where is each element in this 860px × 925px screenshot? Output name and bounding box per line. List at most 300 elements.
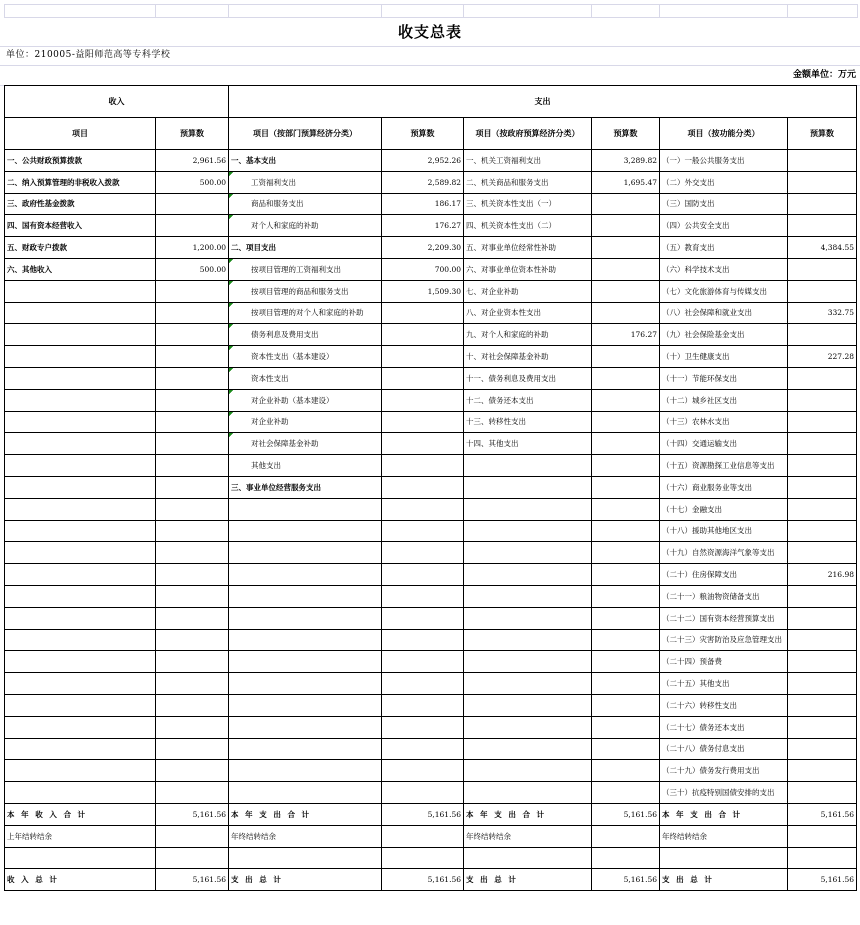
item-cell: 对企业补助（基本建设） [229, 389, 382, 411]
amount-cell: 5,161.56 [788, 869, 857, 891]
item-cell: （十二）城乡社区支出 [660, 389, 788, 411]
item-cell: 六、对事业单位资本性补助 [464, 258, 592, 280]
amount-cell [156, 411, 229, 433]
amount-cell [788, 411, 857, 433]
amount-cell [592, 651, 660, 673]
item-cell: （二十八）债务付息支出 [660, 738, 788, 760]
item-cell [464, 564, 592, 586]
item-cell [5, 542, 156, 564]
amount-cell [592, 476, 660, 498]
amount-cell [788, 215, 857, 237]
item-cell: 收 入 总 计 [5, 869, 156, 891]
table-row [5, 651, 857, 673]
item-cell [5, 629, 156, 651]
amount-cell [788, 760, 857, 782]
table-row [5, 498, 857, 520]
top-gridline-row [0, 0, 860, 18]
item-cell: 年终结转结余 [660, 825, 788, 847]
amount-cell: 5,161.56 [156, 803, 229, 825]
item-cell [464, 520, 592, 542]
table-row [5, 258, 857, 280]
amount-cell [788, 716, 857, 738]
amount-cell [592, 433, 660, 455]
amount-cell [592, 193, 660, 215]
amount-cell [788, 542, 857, 564]
item-cell: （二）外交支出 [660, 171, 788, 193]
unit-row [0, 46, 860, 64]
item-cell: 支 出 总 计 [229, 869, 382, 891]
item-cell [5, 847, 156, 869]
amount-cell [156, 825, 229, 847]
table-row [5, 476, 857, 498]
amount-cell [156, 760, 229, 782]
amount-cell: 216.98 [788, 564, 857, 586]
item-cell: （十三）农林水支出 [660, 411, 788, 433]
amount-cell [592, 716, 660, 738]
amount-cell [382, 498, 464, 520]
item-cell: （二十二）国有资本经营预算支出 [660, 607, 788, 629]
item-cell: 支 出 总 计 [660, 869, 788, 891]
amount-cell [592, 302, 660, 324]
item-cell [5, 280, 156, 302]
amount-cell [382, 389, 464, 411]
amount-cell [382, 716, 464, 738]
item-cell [229, 542, 382, 564]
amount-cell [788, 280, 857, 302]
table-row [5, 280, 857, 302]
amount-cell: 332.75 [788, 302, 857, 324]
table-row [5, 389, 857, 411]
amount-cell [382, 673, 464, 695]
amount-cell [156, 607, 229, 629]
item-cell [5, 476, 156, 498]
item-cell: （一）一般公共服务支出 [660, 150, 788, 172]
amount-cell [592, 498, 660, 520]
table-row [5, 607, 857, 629]
item-cell: （二十四）预备费 [660, 651, 788, 673]
amount-cell [788, 738, 857, 760]
amount-cell [156, 389, 229, 411]
amount-cell [592, 673, 660, 695]
amount-cell [156, 367, 229, 389]
col-header: 预算数 [788, 118, 857, 150]
table-row [5, 367, 857, 389]
item-cell: （十八）援助其他地区支出 [660, 520, 788, 542]
amount-cell: 5,161.56 [156, 869, 229, 891]
item-cell [464, 651, 592, 673]
amount-cell [592, 607, 660, 629]
amount-cell [592, 585, 660, 607]
item-cell: 工资福利支出 [229, 171, 382, 193]
item-cell [5, 694, 156, 716]
table-row [5, 150, 857, 172]
amount-cell [382, 520, 464, 542]
item-cell: 三、事业单位经营服务支出 [229, 476, 382, 498]
amount-cell [382, 433, 464, 455]
item-cell [5, 389, 156, 411]
item-cell: （十四）交通运输支出 [660, 433, 788, 455]
amount-cell [788, 389, 857, 411]
table-row [5, 585, 857, 607]
item-cell: 十二、债务还本支出 [464, 389, 592, 411]
item-cell [229, 498, 382, 520]
table-row [5, 171, 857, 193]
item-cell [229, 520, 382, 542]
item-cell: 对社会保障基金补助 [229, 433, 382, 455]
item-cell [5, 411, 156, 433]
amount-cell [592, 542, 660, 564]
item-cell: 资本性支出（基本建设） [229, 346, 382, 368]
item-cell: 本 年 支 出 合 计 [464, 803, 592, 825]
amount-cell: 2,952.26 [382, 150, 464, 172]
amount-cell [156, 476, 229, 498]
item-cell: 一、基本支出 [229, 150, 382, 172]
table-row [5, 564, 857, 586]
item-cell [5, 346, 156, 368]
amount-cell [156, 629, 229, 651]
item-cell: （二十九）债务发行费用支出 [660, 760, 788, 782]
item-cell [5, 455, 156, 477]
income-header: 收入 [5, 86, 229, 118]
item-cell [229, 585, 382, 607]
amount-cell [382, 607, 464, 629]
item-cell [229, 673, 382, 695]
item-cell: （三）国防支出 [660, 193, 788, 215]
table-row [5, 346, 857, 368]
col-header: 预算数 [156, 118, 229, 150]
amount-cell: 5,161.56 [382, 869, 464, 891]
amount-cell [382, 760, 464, 782]
item-cell [5, 782, 156, 804]
item-cell: （九）社会保险基金支出 [660, 324, 788, 346]
item-cell [464, 694, 592, 716]
amount-cell: 5,161.56 [788, 803, 857, 825]
summary-row [5, 825, 857, 847]
item-cell [5, 324, 156, 346]
item-cell: 债务利息及费用支出 [229, 324, 382, 346]
amount-cell [592, 389, 660, 411]
amount-cell: 1,509.30 [382, 280, 464, 302]
item-cell [464, 542, 592, 564]
item-cell: 本 年 支 出 合 计 [229, 803, 382, 825]
amount-cell [156, 520, 229, 542]
item-cell: 商品和服务支出 [229, 193, 382, 215]
item-cell [464, 629, 592, 651]
item-cell [229, 716, 382, 738]
item-cell [464, 847, 592, 869]
item-cell: （十五）资源勘探工业信息等支出 [660, 455, 788, 477]
item-cell: （八）社会保障和就业支出 [660, 302, 788, 324]
amount-cell [788, 629, 857, 651]
amount-cell: 2,589.82 [382, 171, 464, 193]
amount-cell [382, 847, 464, 869]
table-row [5, 455, 857, 477]
amount-cell [382, 324, 464, 346]
item-cell: 十、对社会保障基金补助 [464, 346, 592, 368]
table-row [5, 237, 857, 259]
item-cell: 四、机关资本性支出（二） [464, 215, 592, 237]
item-cell [464, 738, 592, 760]
col-header: 预算数 [592, 118, 660, 150]
item-cell: （七）文化旅游体育与传媒支出 [660, 280, 788, 302]
amount-cell [788, 607, 857, 629]
table-row [5, 520, 857, 542]
item-cell [229, 651, 382, 673]
table-row [5, 760, 857, 782]
amount-cell: 2,961.56 [156, 150, 229, 172]
budget-table [4, 85, 857, 891]
amount-cell [156, 738, 229, 760]
amount-cell: 5,161.56 [382, 803, 464, 825]
unit-label: 单位：210005-益阳师范高等专科学校 [6, 50, 171, 60]
item-cell [464, 716, 592, 738]
amount-cell [592, 760, 660, 782]
amount-cell [156, 455, 229, 477]
amount-cell [592, 825, 660, 847]
table-group-header [5, 86, 857, 118]
table-row [5, 433, 857, 455]
item-cell: （二十七）债务还本支出 [660, 716, 788, 738]
amount-cell [592, 629, 660, 651]
amount-cell: 176.27 [382, 215, 464, 237]
amount-cell [592, 258, 660, 280]
amount-cell: 4,384.55 [788, 237, 857, 259]
item-cell: 对个人和家庭的补助 [229, 215, 382, 237]
item-cell: （二十六）转移性支出 [660, 694, 788, 716]
amount-cell [788, 847, 857, 869]
item-cell: （二十三）灾害防治及应急管理支出 [660, 629, 788, 651]
item-cell: 二、项目支出 [229, 237, 382, 259]
page-title: 收支总表 [397, 23, 462, 41]
amount-cell [788, 498, 857, 520]
table-row [5, 215, 857, 237]
amount-cell [788, 324, 857, 346]
currency-unit-label: 金额单位：万元 [792, 70, 856, 80]
amount-cell [156, 585, 229, 607]
item-cell [5, 520, 156, 542]
amount-cell: 186.17 [382, 193, 464, 215]
amount-cell: 700.00 [382, 258, 464, 280]
item-cell: 本 年 支 出 合 计 [660, 803, 788, 825]
item-cell: 按项目管理的对个人和家庭的补助 [229, 302, 382, 324]
item-cell: 五、对事业单位经常性补助 [464, 237, 592, 259]
table-row [5, 193, 857, 215]
item-cell: （十六）商业服务业等支出 [660, 476, 788, 498]
item-cell [5, 498, 156, 520]
amount-cell [788, 694, 857, 716]
item-cell [229, 782, 382, 804]
amount-cell [788, 258, 857, 280]
amount-cell [156, 542, 229, 564]
amount-cell [592, 280, 660, 302]
item-cell: 九、对个人和家庭的补助 [464, 324, 592, 346]
amount-cell: 1,200.00 [156, 237, 229, 259]
item-cell [5, 651, 156, 673]
item-cell [5, 607, 156, 629]
item-cell [5, 716, 156, 738]
item-cell: 五、财政专户拨款 [5, 237, 156, 259]
item-cell [229, 760, 382, 782]
item-cell: 资本性支出 [229, 367, 382, 389]
amount-cell [788, 367, 857, 389]
item-cell: 二、纳入预算管理的非税收入拨款 [5, 171, 156, 193]
item-cell: 一、公共财政预算拨款 [5, 150, 156, 172]
table-row [5, 302, 857, 324]
amount-cell: 5,161.56 [592, 869, 660, 891]
col-header: 项目（按功能分类） [660, 118, 788, 150]
item-cell: 对企业补助 [229, 411, 382, 433]
item-cell [464, 585, 592, 607]
item-cell: （十一）节能环保支出 [660, 367, 788, 389]
item-cell [229, 607, 382, 629]
item-cell: （二十一）粮油物资储备支出 [660, 585, 788, 607]
amount-cell: 227.28 [788, 346, 857, 368]
item-cell [464, 476, 592, 498]
item-cell [229, 738, 382, 760]
amount-cell [156, 847, 229, 869]
item-cell: 年终结转结余 [229, 825, 382, 847]
item-cell [5, 585, 156, 607]
amount-cell [156, 673, 229, 695]
table-row [5, 738, 857, 760]
amount-cell [156, 280, 229, 302]
item-cell: 十四、其他支出 [464, 433, 592, 455]
amount-cell [156, 651, 229, 673]
amount-cell [156, 498, 229, 520]
item-cell [5, 433, 156, 455]
item-cell [5, 760, 156, 782]
amount-cell [592, 520, 660, 542]
amount-cell: 500.00 [156, 258, 229, 280]
amount-cell [382, 585, 464, 607]
amount-cell [788, 476, 857, 498]
item-cell: 其他支出 [229, 455, 382, 477]
item-cell: （三十）抗疫特别国债安排的支出 [660, 782, 788, 804]
item-cell: 十一、债务利息及费用支出 [464, 367, 592, 389]
amount-cell: 3,289.82 [592, 150, 660, 172]
amount-cell [788, 585, 857, 607]
item-cell [229, 629, 382, 651]
item-cell: 支 出 总 计 [464, 869, 592, 891]
amount-cell [592, 738, 660, 760]
col-header: 项目（按部门预算经济分类） [229, 118, 382, 150]
item-cell: （二十）住房保障支出 [660, 564, 788, 586]
amount-cell [592, 237, 660, 259]
table-row [5, 673, 857, 695]
item-cell: 三、机关资本性支出（一） [464, 193, 592, 215]
item-cell: 上年结转结余 [5, 825, 156, 847]
amount-cell [788, 782, 857, 804]
table-row [5, 324, 857, 346]
summary-row [5, 847, 857, 869]
amount-cell [788, 171, 857, 193]
item-cell [5, 302, 156, 324]
item-cell: 按项目管理的工资福利支出 [229, 258, 382, 280]
amount-cell [592, 455, 660, 477]
amount-cell: 1,695.47 [592, 171, 660, 193]
amount-cell [592, 411, 660, 433]
amount-cell [788, 150, 857, 172]
item-cell: 一、机关工资福利支出 [464, 150, 592, 172]
amount-cell [382, 651, 464, 673]
amount-cell [788, 455, 857, 477]
amount-cell [382, 825, 464, 847]
amount-cell [382, 564, 464, 586]
amount-cell [156, 324, 229, 346]
amount-cell [382, 367, 464, 389]
amount-cell [382, 629, 464, 651]
amount-cell [788, 825, 857, 847]
table-row [5, 411, 857, 433]
item-cell [5, 738, 156, 760]
item-cell: 七、对企业补助 [464, 280, 592, 302]
item-cell: 二、机关商品和服务支出 [464, 171, 592, 193]
item-cell [229, 564, 382, 586]
amount-cell: 2,209.30 [382, 237, 464, 259]
item-cell: 四、国有资本经营收入 [5, 215, 156, 237]
item-cell [464, 455, 592, 477]
item-cell [229, 847, 382, 869]
item-cell: 六、其他收入 [5, 258, 156, 280]
amount-cell [156, 193, 229, 215]
amount-cell [592, 782, 660, 804]
amount-cell [382, 694, 464, 716]
item-cell: （十）卫生健康支出 [660, 346, 788, 368]
table-row [5, 716, 857, 738]
amount-cell [156, 302, 229, 324]
amount-cell [788, 673, 857, 695]
amount-cell [382, 542, 464, 564]
item-cell [5, 673, 156, 695]
item-cell: 本 年 收 入 合 计 [5, 803, 156, 825]
amount-cell [382, 476, 464, 498]
amount-cell [382, 738, 464, 760]
item-cell: 年终结转结余 [464, 825, 592, 847]
item-cell: （四）公共安全支出 [660, 215, 788, 237]
item-cell [464, 673, 592, 695]
amount-cell [382, 302, 464, 324]
col-header: 预算数 [382, 118, 464, 150]
amount-cell [788, 651, 857, 673]
amount-cell: 176.27 [592, 324, 660, 346]
item-cell: （十七）金融支出 [660, 498, 788, 520]
item-cell [464, 782, 592, 804]
table-column-header [5, 118, 857, 150]
col-header: 项目 [5, 118, 156, 150]
amount-cell [156, 215, 229, 237]
summary-row [5, 869, 857, 891]
amount-cell [382, 782, 464, 804]
amount-cell [592, 564, 660, 586]
item-cell [5, 367, 156, 389]
item-cell: （五）教育支出 [660, 237, 788, 259]
amount-cell [156, 564, 229, 586]
expense-header: 支出 [229, 86, 857, 118]
col-header: 项目（按政府预算经济分类） [464, 118, 592, 150]
item-cell [660, 847, 788, 869]
item-cell: 八、对企业资本性支出 [464, 302, 592, 324]
item-cell [464, 498, 592, 520]
summary-row [5, 803, 857, 825]
amount-cell [592, 694, 660, 716]
item-cell [229, 694, 382, 716]
amount-cell [382, 411, 464, 433]
item-cell: （六）科学技术支出 [660, 258, 788, 280]
amount-cell [382, 346, 464, 368]
table-row [5, 629, 857, 651]
amount-cell [156, 346, 229, 368]
amount-cell [156, 694, 229, 716]
